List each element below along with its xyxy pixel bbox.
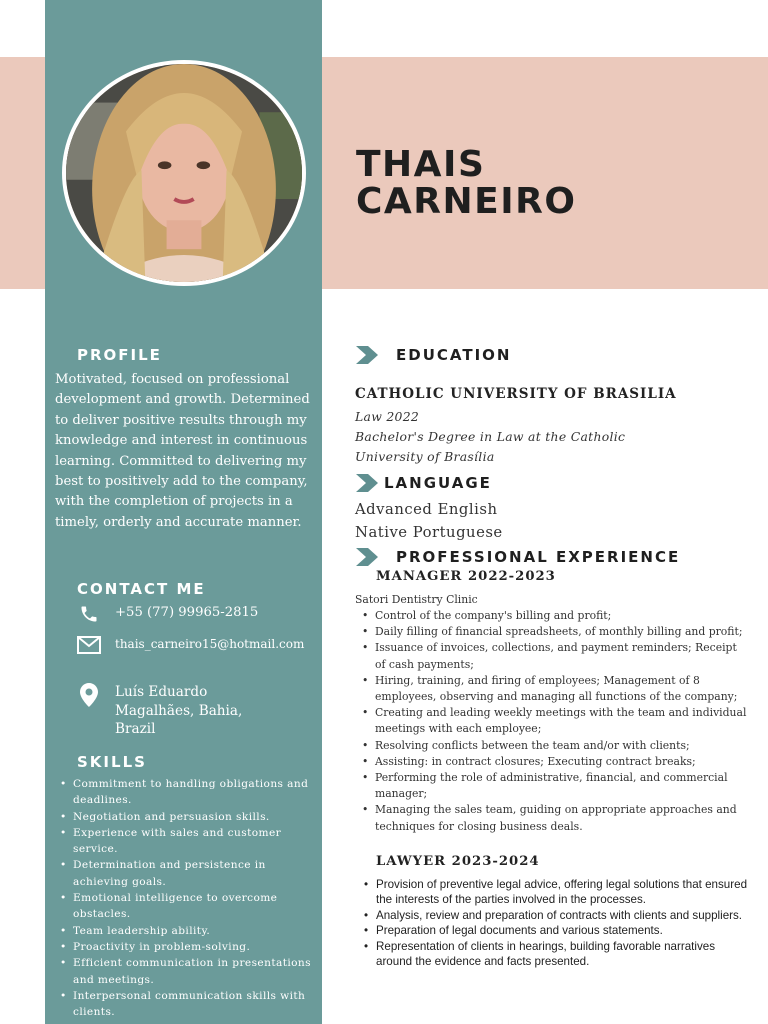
job-company: Satori Dentistry Clinic xyxy=(355,593,478,606)
avatar xyxy=(62,60,306,286)
skills-list xyxy=(57,776,315,1020)
education-degree-line2: University of Brasília xyxy=(355,448,495,464)
email-address: thais_carneiro15@hotmail.com xyxy=(115,637,305,651)
duty-item: • Assisting: in contract closures; Executing contract breaks; xyxy=(355,754,750,770)
last-name: CARNEIRO xyxy=(356,181,577,222)
skill-item: • Interpersonal communication skills with clients. xyxy=(57,988,315,1021)
first-name: THAIS xyxy=(356,144,486,185)
skill-item: • Determination and persistence in achieving goals. xyxy=(57,857,315,890)
contact-address xyxy=(76,683,265,739)
profile-photo xyxy=(66,64,302,282)
duty-item: • Creating and leading weekly meetings with the team and individual meetings with each employee; xyxy=(355,705,750,737)
phone-icon xyxy=(76,604,102,626)
experience-heading xyxy=(356,548,680,566)
chevron-right-icon xyxy=(356,548,382,566)
address-text: Luís Eduardo Magalhães, Bahia, Brazil xyxy=(115,684,243,737)
education-degree-line1: Bachelor's Degree in Law at the Catholic xyxy=(355,428,626,444)
duty-item: • Preparation of legal documents and various statements. xyxy=(356,923,752,938)
language-heading-label: LANGUAGE xyxy=(384,474,492,492)
language-heading xyxy=(356,474,492,492)
job-title-manager: MANAGER 2022-2023 xyxy=(376,569,556,584)
skills-heading: SKILLS xyxy=(77,753,147,771)
profile-heading: PROFILE xyxy=(77,346,162,364)
education-institution: CATHOLIC UNIVERSITY OF BRASILIA xyxy=(355,386,677,402)
lawyer-duties-list xyxy=(356,877,752,969)
manager-duties-list xyxy=(355,608,750,835)
envelope-icon xyxy=(76,636,102,658)
experience-heading-label: PROFESSIONAL EXPERIENCE xyxy=(396,548,681,566)
chevron-right-icon xyxy=(356,346,382,364)
education-details xyxy=(355,407,625,466)
skill-item: • Emotional intelligence to overcome obstacles. xyxy=(57,890,315,923)
contact-heading: CONTACT ME xyxy=(77,580,206,598)
skill-item: • Team leadership ability. xyxy=(57,923,315,939)
candidate-name xyxy=(356,146,576,220)
language-list xyxy=(355,499,503,544)
contact-email xyxy=(76,636,305,658)
education-heading-label: EDUCATION xyxy=(396,346,512,364)
skill-item: • Negotiation and persuasion skills. xyxy=(57,809,315,825)
education-course: Law 2022 xyxy=(355,409,420,424)
profile-text: Motivated, focused on professional development and growth. Determined to deliver positive results through my knowledge and interest in continuous learning. Committed to delivering my best to positively add to the company, with the completion of projects in a timely, orderly and accurate manner. xyxy=(55,372,310,530)
education-heading xyxy=(356,346,511,364)
duty-item: • Resolving conflicts between the team and/or with clients; xyxy=(355,738,750,754)
job-title-lawyer: LAWYER 2023-2024 xyxy=(376,854,540,869)
duty-item: • Managing the sales team, guiding on appropriate approaches and techniques for closing business deals. xyxy=(355,802,750,834)
language-item: Advanced English xyxy=(355,501,498,518)
phone-number: +55 (77) 99965-2815 xyxy=(115,605,259,620)
location-pin-icon xyxy=(76,683,102,705)
duty-item: • Performing the role of administrative, financial, and commercial manager; xyxy=(355,770,750,802)
skill-item: • Proactivity in problem-solving. xyxy=(57,939,315,955)
skill-item: • Experience with sales and customer service. xyxy=(57,825,315,858)
duty-item: • Daily filling of financial spreadsheets, of monthly billing and profit; xyxy=(355,624,750,640)
language-item: Native Portuguese xyxy=(355,523,503,541)
duty-item: • Provision of preventive legal advice, offering legal solutions that ensured the interests of the parties involved in the processes. xyxy=(356,877,752,908)
duty-item: • Control of the company's billing and profit; xyxy=(355,608,750,624)
duty-item: • Representation of clients in hearings, building favorable narratives around the evidence and facts presented. xyxy=(356,939,752,970)
chevron-right-icon xyxy=(356,474,382,492)
contact-phone xyxy=(76,604,258,626)
skill-item: • Commitment to handling obligations and deadlines. xyxy=(57,776,315,809)
duty-item: • Issuance of invoices, collections, and payment reminders; Receipt of cash payments; xyxy=(355,640,750,672)
skill-item: • Efficient communication in presentations and meetings. xyxy=(57,955,315,988)
duty-item: • Hiring, training, and firing of employees; Management of 8 employees, observing and managing all functions of the company; xyxy=(355,673,750,705)
duty-item: • Analysis, review and preparation of contracts with clients and suppliers. xyxy=(356,908,752,923)
